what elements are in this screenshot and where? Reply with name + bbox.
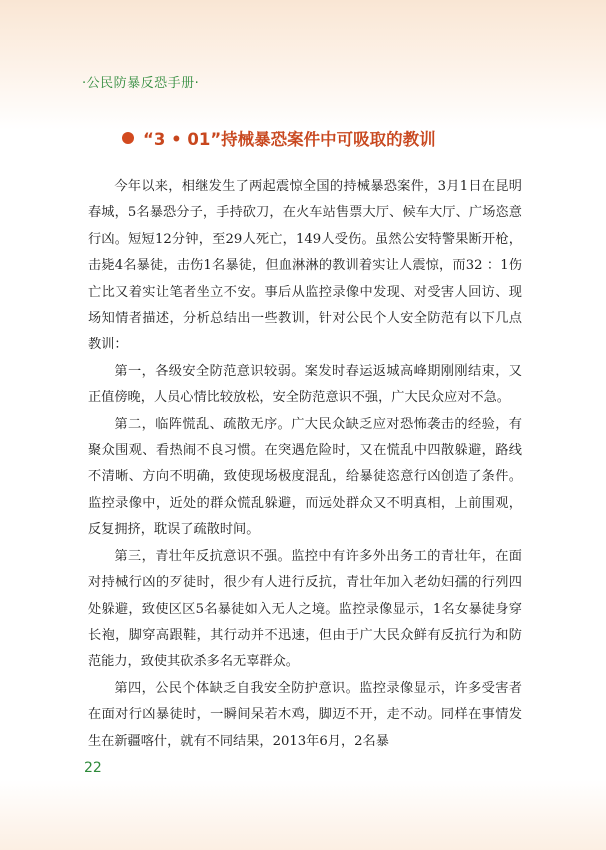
page-number: 22 — [84, 760, 102, 776]
section-title-text: “3 • 01”持械暴恐案件中可吸取的教训 — [143, 130, 436, 149]
body-text — [88, 174, 522, 755]
paragraph-point-4: 第四，公民个体缺乏自我安全防护意识。监控录像显示，许多受害者在面对行凶暴徒时，一瞬间呆若木鸡，脚迈不开，走不动。同样在事情发生在新疆喀什，就有不同结果，2013年6月，2名暴 — [88, 680, 522, 749]
section-heading — [122, 126, 436, 150]
paragraph-point-2: 第二，临阵慌乱、疏散无序。广大民众缺乏应对恐怖袭击的经验，有聚众围观、看热闹不良习惯。在突遇危险时，又在慌乱中四散躲避，路线不清晰、方向不明确，致使现场极度混乱，给暴徒恣意行凶创造了条件。监控录像中，近处的群众慌乱躲避，而远处群众又不明真相，上前围观，反复拥挤，耽误了疏散时间。 — [88, 416, 522, 538]
running-header: ·公民防暴反恐手册· — [82, 76, 200, 91]
paragraph-point-1: 第一，各级安全防范意识较弱。案发时春运返城高峰期刚刚结束，又正值傍晚，人员心情比较放松，安全防范意识不强，广大民众应对不急。 — [88, 363, 522, 406]
bullet-icon — [122, 132, 134, 144]
paragraph-intro: 今年以来，相继发生了两起震惊全国的持械暴恐案件，3月1日在昆明春城，5名暴恐分子，手持砍刀，在火车站售票大厅、候车大厅、广场恣意行凶。短短12分钟，至29人死亡，149人受伤。虽然公安特警果断开枪，击毙4名暴徒，击伤1名暴徒，但血淋淋的教训着实让人震惊，而32 ：1伤亡比又着实让笔者坐立不安。事后从监控录像中发现、对受害人回访、现场知情者描述，分析总结出一些教训，针对公民个人安全防范有以下几点教训： — [88, 179, 522, 353]
paragraph-point-3: 第三，青壮年反抗意识不强。监控中有许多外出务工的青壮年，在面对持械行凶的歹徒时，很少有人进行反抗，青壮年加入老幼妇孺的行列四处躲避，致使区区5名暴徒如入无人之境。监控录像显示，1名女暴徒身穿长袍，脚穿高跟鞋，其行动并不迅速，但由于广大民众鲜有反抗行为和防范能力，致使其砍杀多名无辜群众。 — [88, 548, 522, 670]
